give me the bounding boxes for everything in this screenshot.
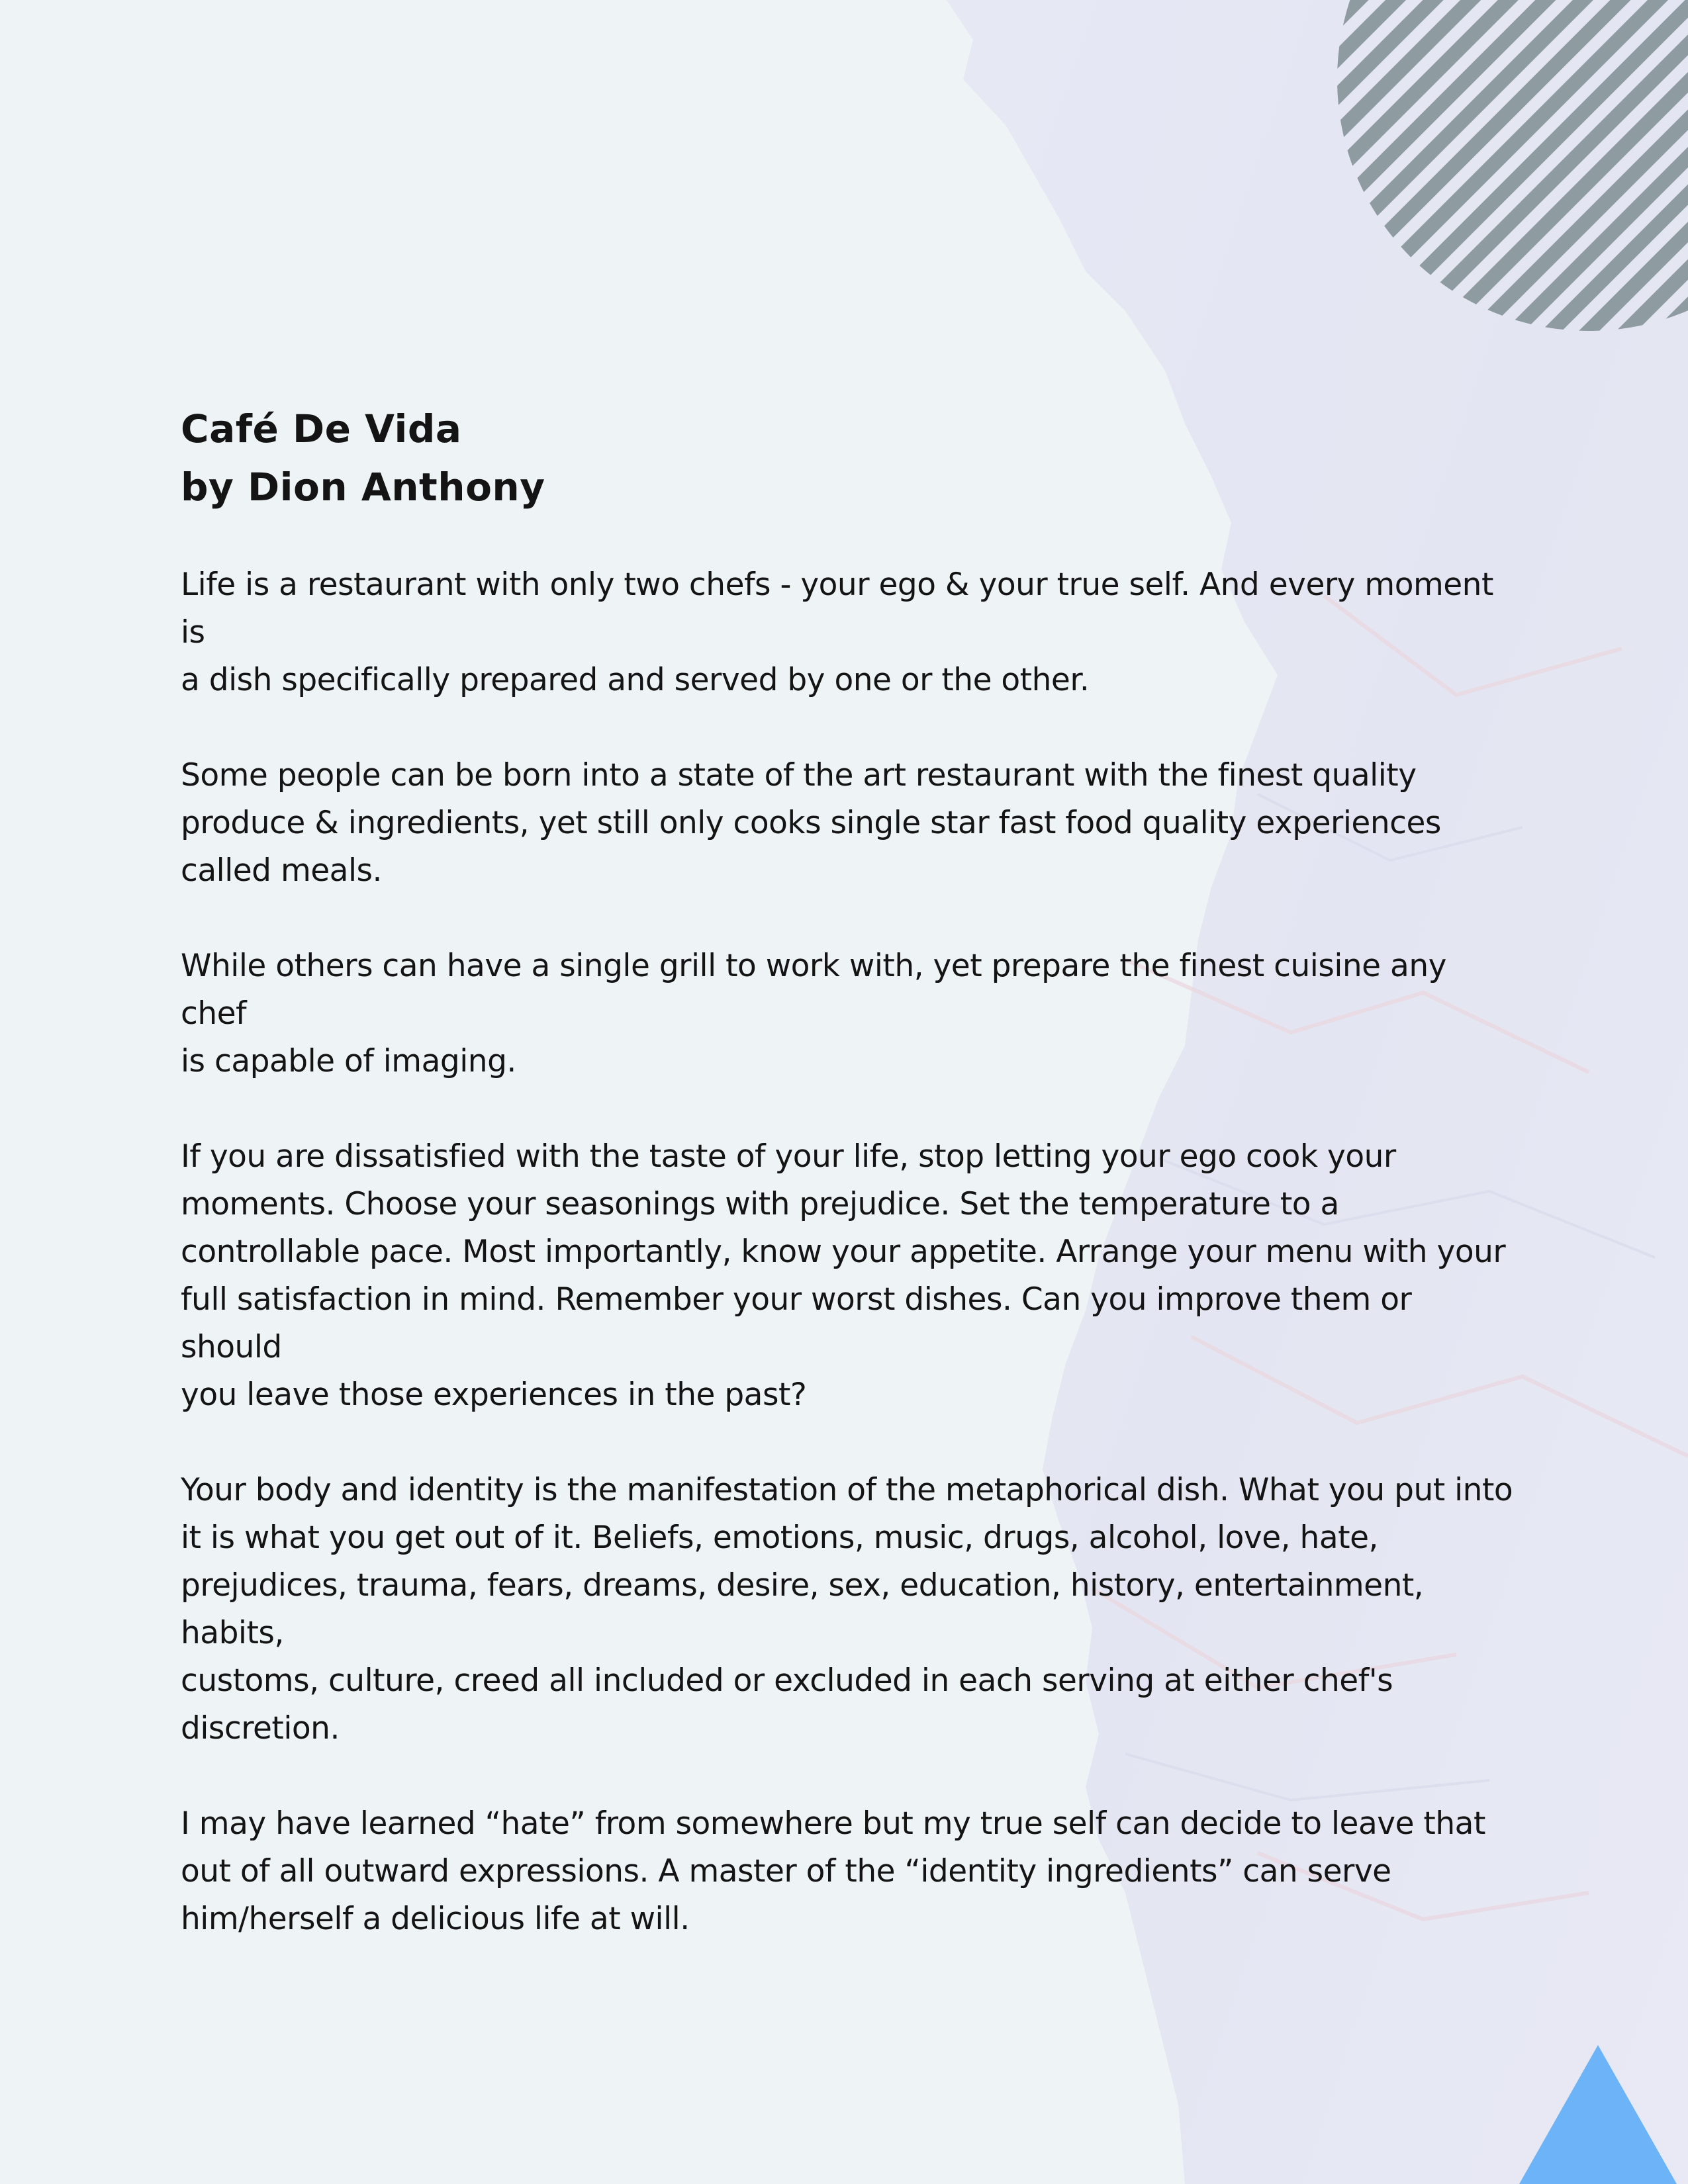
document-body [181, 561, 1518, 1943]
title-text: Café De Vida [181, 406, 462, 451]
paragraph: I may have learned “hate” from somewhere but my true self can decide to leave that out of all outward expressions. A master of the “identity ingredients” can serve him/herself a delicious life at will. [181, 1805, 1485, 1937]
paragraph: While others can have a single grill to work with, yet prepare the finest cuisine any chef is capable of imaging. [181, 948, 1446, 1079]
paragraph: If you are dissatisfied with the taste of your life, stop letting your ego cook your moments. Choose your seasonings with prejudice. Set the temperature to a controllable pace. Most importantly, know your appetite. Arrange your menu with your full satisfaction in mind. Remember your worst dishes. Can you improve them or should you leave those experiences in the past? [181, 1138, 1506, 1413]
byline-text: by Dion Anthony [181, 465, 545, 510]
paragraph: Some people can be born into a state of the art restaurant with the finest quality produce & ingredients, yet still only cooks single star fast food quality experiences called meals. [181, 757, 1441, 889]
paragraph: Your body and identity is the manifestation of the metaphorical dish. What you put into it is what you get out of it. Beliefs, emotions, music, drugs, alcohol, love, hate, prejudices, trauma, fears, dreams, desire, sex, education, history, entertainment, habits, customs, culture, creed all included or excluded in each serving at either chef's discretion. [181, 1472, 1513, 1747]
document-title [181, 400, 1518, 516]
document-content [181, 400, 1518, 1991]
paragraph: Life is a restaurant with only two chefs - your ego & your true self. And every moment is a dish specifically prepared and served by one or the other. [181, 567, 1493, 698]
